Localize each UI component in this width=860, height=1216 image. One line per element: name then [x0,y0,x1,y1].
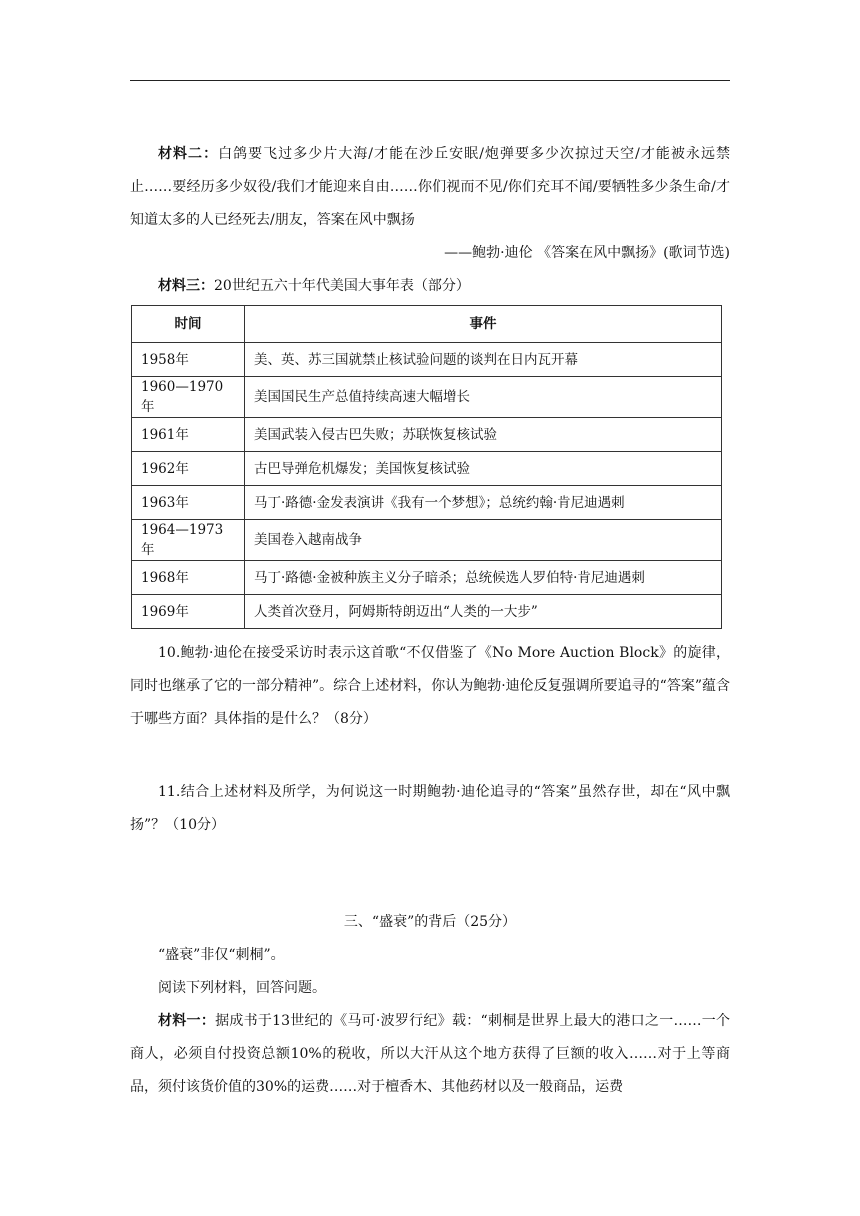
answer-space-11 [130,842,730,906]
question-10: 10.鲍勃·迪伦在接受采访时表示这首歌“不仅借鉴了《No More Auction Block》的旋律，同时也继承了它的一部分精神”。综合上述材料，你认为鲍勃·迪伦反复强调所要追寻的“答案”蕴含于哪些方面？具体指的是什么？（8分） [130,645,730,727]
section-3-title: 三、“盛衰”的背后（25分） [343,914,517,930]
material-2-text: 白鸽要飞过多少片大海/才能在沙丘安眠/炮弹要多少次掠过天空/才能被永远禁止……要经历多少奴役/我们才能迎来自由……你们视而不见/你们充耳不闻/要牺牲多少条生命/才知道太多的人已经死去/朋友，答案在风中飘扬 [130,146,730,228]
row-event: 马丁·路德·金发表演讲《我有一个梦想》；总统约翰·肯尼迪遇刺 [245,486,722,520]
header-event: 事件 [245,306,722,343]
row-time: 1969年 [132,595,245,629]
row-time: 1960—1970年 [132,377,245,418]
material-3-text: 20世纪五六十年代美国大事年表（部分） [214,278,470,294]
row-time: 1962年 [132,452,245,486]
row-event: 古巴导弹危机爆发；美国恢复核试验 [245,452,722,486]
row-event: 美国国民生产总值持续高速大幅增长 [245,377,722,418]
table-row [132,452,722,486]
header-time: 时间 [132,306,245,343]
answer-space-10 [130,736,730,776]
table-header-row [132,306,722,343]
page-content [130,138,730,1104]
section-3-intro: “盛衰”非仅“刺桐”。 [158,947,285,963]
row-event: 美国武装入侵古巴失败；苏联恢复核试验 [245,418,722,452]
section-3-material-1 [130,1005,730,1104]
material-1-label: 材料一： [158,1013,216,1029]
row-time: 1961年 [132,418,245,452]
material-3 [130,270,730,303]
table-row [132,520,722,561]
section-3-instruction: 阅读下列材料，回答问题。 [158,980,326,996]
row-time: 1958年 [132,343,245,377]
table-row [132,595,722,629]
material-1-text: 据成书于13世纪的《马可·波罗行纪》载：“刺桐是世界上最大的港口之一……一个商人，必须自付投资总额10%的税收，所以大汗从这个地方获得了巨额的收入……对于上等商品，须付该货价值的30%的运费……对于檀香木、其他药材以及一般商品，运费 [130,1013,731,1095]
header-rule [130,80,730,81]
table-row [132,486,722,520]
table-row [132,418,722,452]
table-row [132,561,722,595]
material-2 [130,138,730,237]
row-event: 美、英、苏三国就禁止核试验问题的谈判在日内瓦开幕 [245,343,722,377]
table-row [132,343,722,377]
row-time: 1964—1973年 [132,520,245,561]
events-table [131,305,722,629]
row-event: 马丁·路德·金被种族主义分子暗杀；总统候选人罗伯特·肯尼迪遇刺 [245,561,722,595]
question-11: 11.结合上述材料及所学，为何说这一时期鲍勃·迪伦追寻的“答案”虽然存世，却在“风中飘扬”？（10分） [130,784,730,833]
material-3-label: 材料三： [158,278,214,294]
row-time: 1968年 [132,561,245,595]
material-2-source: ——鲍勃·迪伦 《答案在风中飘扬》(歌词节选) [444,245,730,261]
table-row [132,377,722,418]
row-event: 美国卷入越南战争 [245,520,722,561]
row-event: 人类首次登月，阿姆斯特朗迈出“人类的一大步” [245,595,722,629]
material-2-label: 材料二： [158,146,219,162]
row-time: 1963年 [132,486,245,520]
